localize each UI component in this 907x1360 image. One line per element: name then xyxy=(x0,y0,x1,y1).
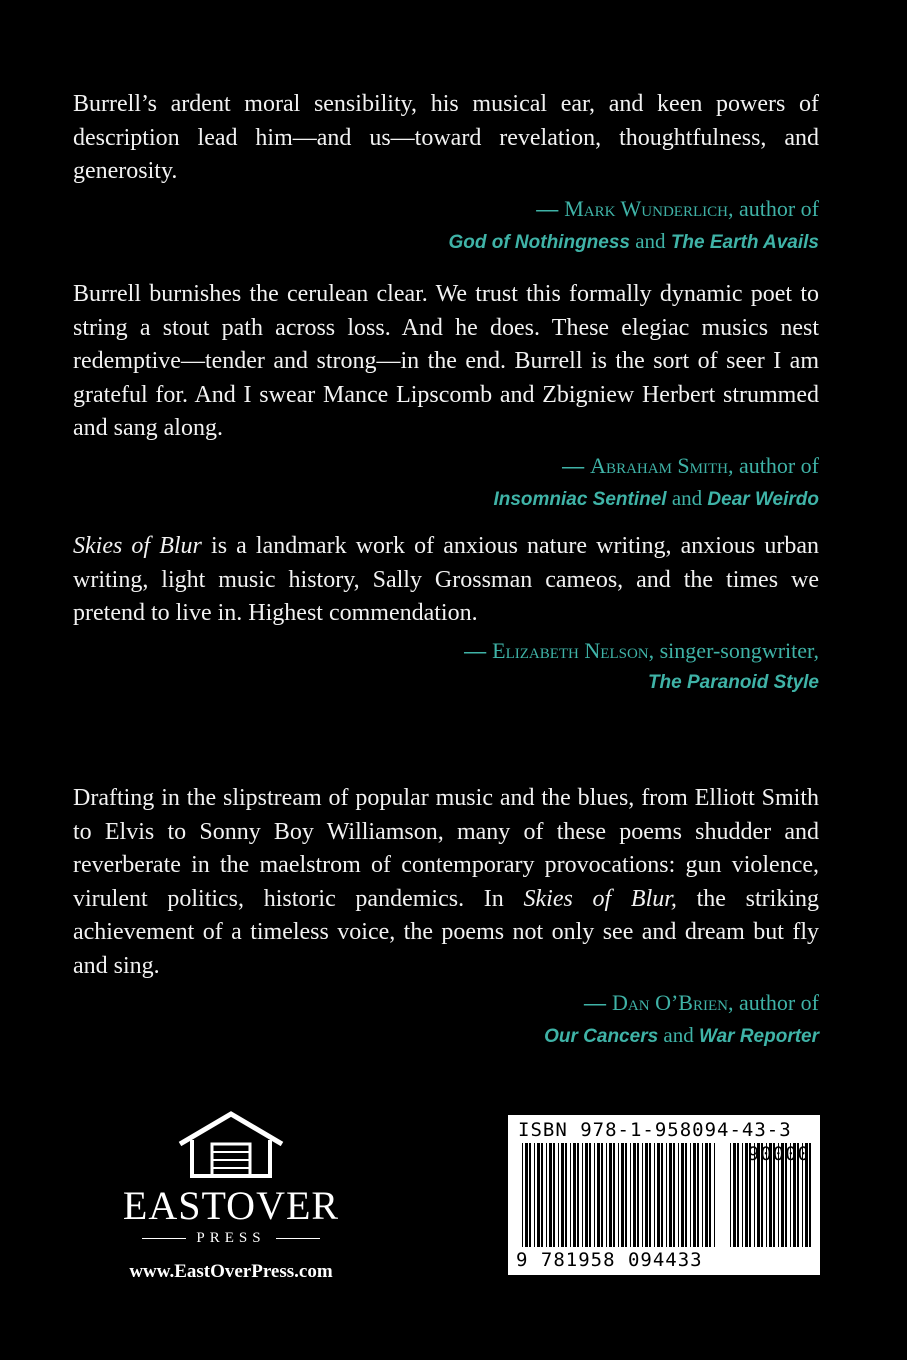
attribution xyxy=(73,193,819,259)
blurb-text-part-a: Drafting in the slipstream of popular music and the blues, from Elliott Smith to Elvis to Sonny Boy Williamson, many of these poems shudder and reverberate in the maelstrom of contemporary provocations: gun violence, virulent politics, historic pandemics. In xyxy=(73,785,819,912)
author-role: , author of xyxy=(727,990,819,1015)
author-name: Elizabeth Nelson xyxy=(492,637,649,663)
author-role: , singer-songwriter, xyxy=(648,637,819,663)
isbn-barcode xyxy=(508,1115,820,1275)
divider xyxy=(142,1238,186,1239)
blurb-text: Burrell burnishes the cerulean clear. We trust this formally dynamic poet to string a stout path across loss. And he does. These elegiac musics nest redemptive—tender and strong—in the end. Burrell is the sort of seer I am grateful for. And I swear Mance Lipscomb and Zbigniew Herbert strummed and sang along. xyxy=(73,281,819,441)
blurb-text: Burrell’s ardent moral sensibility, his musical ear, and keen powers of description lead him—and us—toward revelation, thoughtfulness, and generosity. xyxy=(73,91,819,184)
publisher-press: PRESS xyxy=(196,1230,266,1246)
price-code: 90000 xyxy=(747,1143,810,1165)
work-title: Our Cancers xyxy=(544,1026,659,1047)
blurb-nelson xyxy=(73,530,819,782)
house-logo-icon xyxy=(176,1110,286,1178)
attribution-dash: — xyxy=(562,452,585,478)
blurb-text xyxy=(73,782,819,983)
blurbs-section xyxy=(73,88,819,1053)
blurb-text-body: is a landmark work of anxious nature writing, anxious urban writing, light music history, Sally Grossman cameos, and the times we pretend to live in. Highest commendation. xyxy=(73,533,819,626)
book-title: Skies of Blur, xyxy=(523,885,677,912)
attribution-dash: — xyxy=(536,195,559,221)
attribution xyxy=(73,450,819,516)
author-name: Mark Wunderlich xyxy=(564,195,728,221)
author-name: Dan O’Brien xyxy=(612,990,728,1015)
publisher-press-row xyxy=(106,1230,356,1247)
publisher-name: EASTOVER xyxy=(122,1183,340,1228)
blurb-obrien xyxy=(73,782,819,1053)
blurb-smith xyxy=(73,278,819,530)
barcode-digits: 9 781958 094433 xyxy=(516,1249,703,1271)
publisher-logo xyxy=(106,1110,356,1283)
attribution xyxy=(73,987,819,1053)
attribution-dash: — xyxy=(584,990,607,1015)
author-role: , author of xyxy=(727,452,819,478)
publisher-url: www.EastOverPress.com xyxy=(129,1261,333,1282)
work-joiner: and xyxy=(629,228,671,253)
work-joiner: and xyxy=(658,1023,699,1047)
work-title: Insomniac Sentinel xyxy=(493,488,667,510)
work-title: God of Nothingness xyxy=(448,231,630,253)
work-title: The Earth Avails xyxy=(670,231,819,253)
blurb-text-part-b: the striking achievement of a timeless voice, the poems not only see and dream but fly and sing. xyxy=(73,885,820,979)
work-title: War Reporter xyxy=(698,1026,819,1047)
blurb-text xyxy=(73,530,819,631)
divider xyxy=(276,1238,320,1239)
work-title: The Paranoid Style xyxy=(647,671,819,693)
work-joiner: and xyxy=(666,485,708,510)
author-name: Abraham Smith xyxy=(590,452,728,478)
attribution-dash: — xyxy=(464,637,487,663)
blurb-wunderlich xyxy=(73,88,819,278)
isbn-label: ISBN 978-1-958094-43-3 xyxy=(518,1119,792,1141)
attribution xyxy=(73,635,819,699)
author-role: , author of xyxy=(727,195,819,221)
book-title: Skies of Blur xyxy=(73,533,202,559)
work-title: Dear Weirdo xyxy=(707,488,819,510)
